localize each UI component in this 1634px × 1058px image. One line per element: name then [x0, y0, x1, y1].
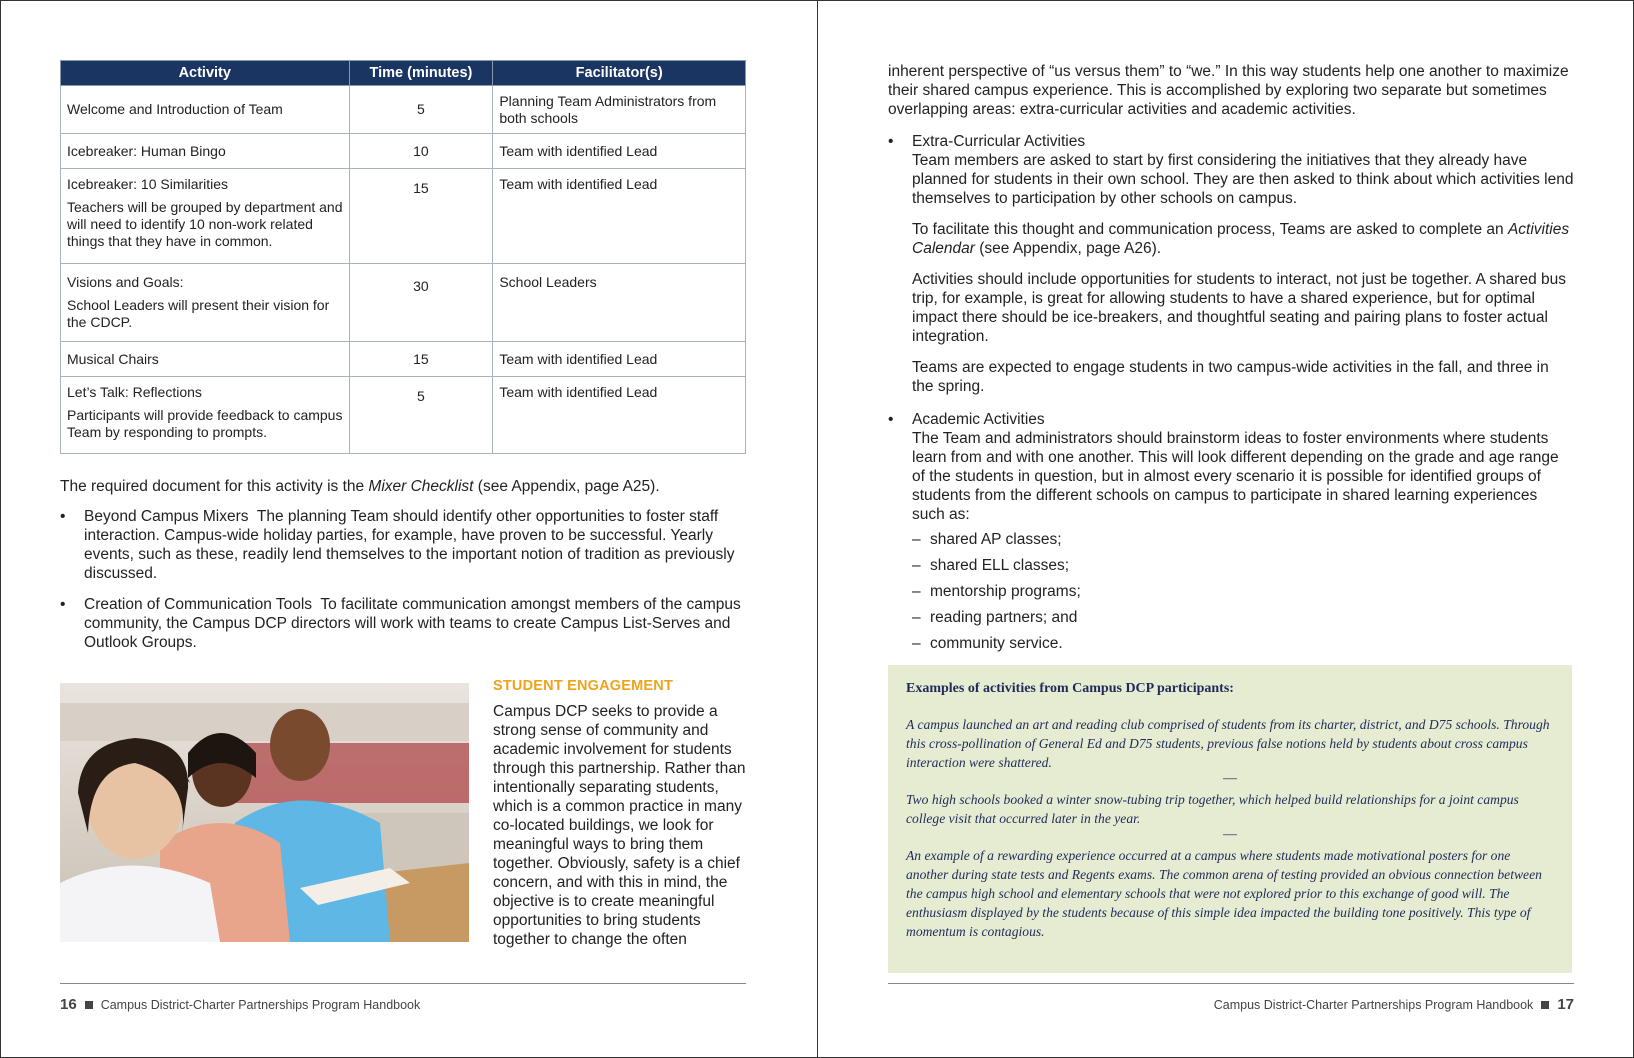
example-3: An example of a rewarding experience occurred at a campus where students made motivational posters for one another during state tests and Regents exams. The common arena of testing provided an obvious connection between the campus high school and elementary schools that were not explored prior to this exchange of good will. The enthusiasm displayed by the students because of this simple idea impacted the building tone positively. This type of momentum is contagious.	[906, 848, 1542, 939]
activity-time: 30	[413, 278, 429, 294]
activity-name: Visions and Goals:	[67, 274, 184, 290]
column-header-activity: Activity	[61, 61, 350, 86]
bullet-text: The planning Team should identify other opportunities to foster staff interaction. Campus-wide holiday parties, for example, have proven to be successful. Yearly events, such as these, readily lend themselves to the important notion of tradition as previously discussed.	[84, 508, 739, 582]
activity-facilitator: Planning Team Administrators from both schools	[499, 93, 717, 126]
student-engagement-body: Campus DCP seeks to provide a strong sense of community and academic involvement for students through this partnership. Rather than intentionally separating students, which is a common practice in many co-located buildings, we look for meaningful ways to bring them together. Obviously, safety is a chief concern, and with this in mind, the objective is to create meaningful opportunities to bring students together to change the often	[493, 703, 746, 948]
activity-time: 5	[417, 101, 425, 117]
intro-paragraph: inherent perspective of “us versus them” to “we.” In this way students help one another to maximize their shared campus experience. This is accomplished by exploring two separate but sometimes overlapping areas: extra-curricular activities and academic activities.	[888, 63, 1569, 118]
table-header-row	[61, 61, 746, 86]
list-item: – mentorship programs;	[912, 583, 1081, 600]
list-item: – community service.	[912, 635, 1063, 652]
square-icon	[85, 1001, 93, 1009]
table-row	[61, 342, 746, 377]
table-row	[61, 169, 746, 264]
extra-curricular-p2: To facilitate this thought and communication process, Teams are asked to complete an Activities Calendar (see Appendix, page A26).	[912, 221, 1570, 257]
academic-p1: The Team and administrators should brainstorm ideas to foster environments where students learn from and with one another. This will look different depending on the grade and age range of the students in question, but in almost every scenario it is possible for identified groups of students from the different schools on campus to participate in shared learning experiences such as:	[912, 430, 1559, 523]
page-number: 16	[60, 996, 77, 1013]
square-icon	[1541, 1001, 1549, 1009]
students-photo	[60, 683, 469, 942]
left-page	[60, 0, 746, 1058]
activity-time: 5	[417, 388, 425, 404]
extra-curricular-p3: Activities should include opportunities for students to interact, not just be together. A shared bus trip, for example, is great for allowing students to have a shared experience, but for optimal impact there should be ice-breakers, and thoughtful seating and pairing plans to foster actual integration.	[912, 271, 1566, 345]
example-separator: —	[1223, 827, 1237, 842]
activity-detail: Teachers will be grouped by department and will need to identify 10 non-work related things that they have in common.	[67, 199, 343, 249]
extra-curricular-section	[888, 132, 1574, 396]
activity-name: Welcome and Introduction of Team	[67, 101, 283, 117]
required-document-note: The required document for this activity is the Mixer Checklist (see Appendix, page A25).	[60, 478, 660, 495]
bullet-lead: Beyond Campus Mixers	[84, 508, 249, 525]
activity-detail: School Leaders will present their vision for the CDCP.	[67, 297, 330, 330]
extra-curricular-p1: Team members are asked to start by first considering the initiatives that they already have planned for students in their own school. They are then asked to think about which activities lend themselves to participation by other schools on campus.	[912, 152, 1574, 207]
list-item	[60, 507, 746, 583]
student-engagement-heading: STUDENT ENGAGEMENT	[493, 678, 674, 694]
footer-title: Campus District-Charter Partnerships Program Handbook	[100, 998, 421, 1012]
footer-rule	[888, 983, 1574, 984]
extra-curricular-heading: Extra-Curricular Activities	[912, 133, 1086, 150]
list-item: – shared AP classes;	[912, 531, 1062, 548]
list-item: – shared ELL classes;	[912, 557, 1070, 574]
footer-rule	[60, 983, 746, 984]
page-footer	[1214, 996, 1574, 1013]
example-2: Two high schools booked a winter snow-tubing trip together, which helped build relationships for a joint campus college visit that occurred later in the year.	[906, 792, 1519, 826]
page-number: 17	[1557, 996, 1574, 1013]
activity-facilitator: Team with identified Lead	[499, 351, 658, 367]
page-footer	[60, 996, 420, 1013]
list-item: – reading partners; and	[912, 609, 1078, 626]
activity-name: Icebreaker: Human Bingo	[67, 143, 226, 159]
right-page	[888, 0, 1574, 1058]
activity-facilitator: Team with identified Lead	[499, 143, 658, 159]
example-separator: —	[1223, 771, 1237, 786]
examples-callout-box	[888, 665, 1572, 973]
activity-facilitator: School Leaders	[499, 274, 597, 290]
academic-section	[888, 410, 1574, 660]
column-header-time: Time (minutes)	[349, 61, 493, 86]
activity-time: 15	[413, 351, 429, 367]
bullet-text: To facilitate communication amongst members of the campus community, the Campus DCP directors will work with teams to create Campus List-Serves and Outlook Groups.	[84, 596, 746, 651]
bullet-icon: •	[888, 411, 894, 428]
bullet-icon: •	[60, 508, 66, 525]
academic-heading: Academic Activities	[912, 411, 1045, 428]
activity-name: Icebreaker: 10 Similarities	[67, 176, 229, 192]
example-1: A campus launched an art and reading club comprised of students from its charter, district, and D75 schools. Through this cross-pollination of General Ed and D75 students, previous false notions held by students about cross campus interaction were shattered.	[906, 717, 1550, 770]
mixer-bullet-list	[60, 507, 746, 652]
activity-name: Let’s Talk: Reflections	[67, 384, 202, 400]
mixer-checklist-title: Mixer Checklist	[368, 478, 474, 495]
activity-time: 10	[413, 143, 429, 159]
book-spine	[817, 0, 818, 1058]
activity-detail: Participants will provide feedback to campus Team by responding to prompts.	[67, 407, 343, 440]
table-row	[61, 86, 746, 134]
table-row	[61, 377, 746, 454]
extra-curricular-p4: Teams are expected to engage students in two campus-wide activities in the fall, and three in the spring.	[912, 359, 1549, 395]
activity-schedule-table	[60, 60, 746, 454]
bullet-icon: •	[60, 596, 66, 613]
activity-name: Musical Chairs	[67, 351, 159, 367]
table-row	[61, 134, 746, 169]
list-item	[60, 595, 746, 652]
footer-title: Campus District-Charter Partnerships Program Handbook	[1213, 998, 1534, 1012]
bullet-icon: •	[888, 133, 894, 150]
activity-facilitator: Team with identified Lead	[499, 176, 658, 192]
activity-time: 15	[413, 180, 429, 196]
shared-learning-list	[912, 530, 1574, 653]
table-row	[61, 264, 746, 342]
bullet-lead: Creation of Communication Tools	[84, 596, 313, 613]
callout-heading: Examples of activities from Campus DCP participants:	[906, 681, 1234, 696]
activities-calendar-title: Activities Calendar	[912, 221, 1570, 257]
column-header-facilitator: Facilitator(s)	[493, 61, 746, 86]
activity-facilitator: Team with identified Lead	[499, 384, 658, 400]
